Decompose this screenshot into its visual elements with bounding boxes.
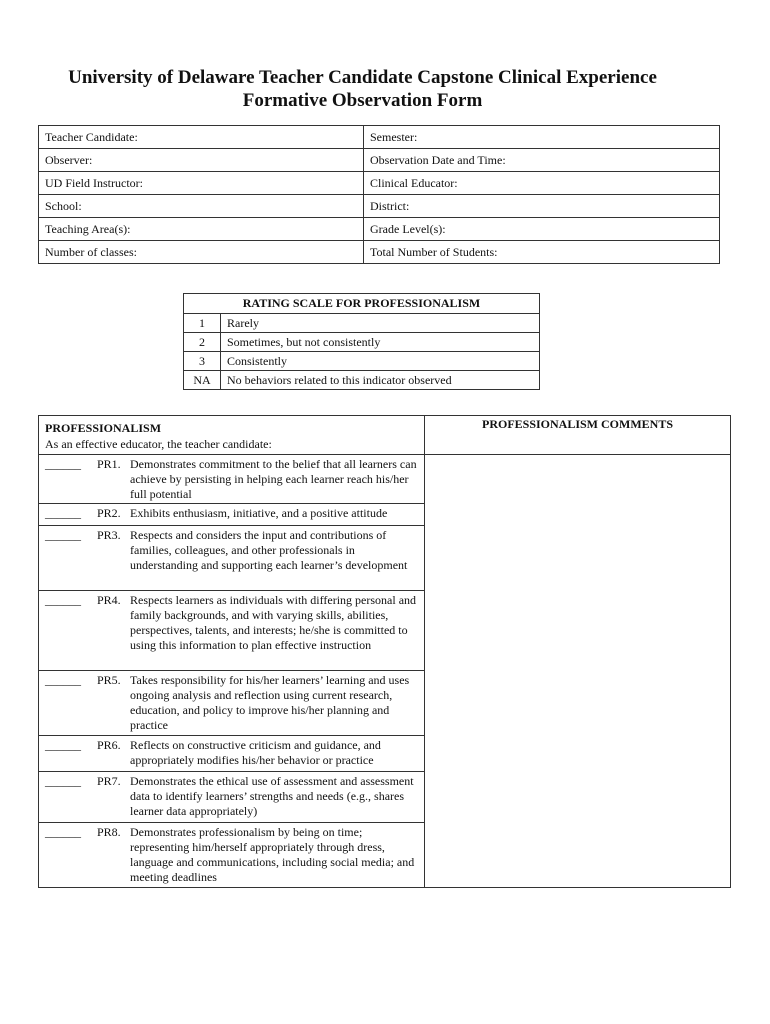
- info-row: [39, 195, 720, 218]
- rating-blank[interactable]: ______: [45, 528, 81, 542]
- rating-value: 3: [184, 352, 221, 371]
- indicator-code: PR5.: [97, 673, 121, 687]
- rating-scale-title: RATING SCALE FOR PROFESSIONALISM: [184, 294, 540, 314]
- rating-label: No behaviors related to this indicator observed: [221, 371, 540, 390]
- title-line-1: University of Delaware Teacher Candidate Capstone Clinical Experience: [68, 67, 657, 88]
- indicator-item-pr4: [39, 591, 425, 671]
- indicator-text: Takes responsibility for his/her learners’ learning and uses ongoing analysis and reflection using current research, education, and policy to improve his/her planning and practice: [130, 673, 410, 732]
- info-row: [39, 218, 720, 241]
- rating-blank[interactable]: ______: [45, 457, 81, 471]
- info-field-grade-level[interactable]: Grade Level(s):: [364, 218, 720, 241]
- title-line-2: Formative Observation Form: [242, 90, 483, 111]
- rating-blank[interactable]: ______: [45, 774, 81, 788]
- professionalism-intro: As an effective educator, the teacher candidate:: [45, 437, 272, 451]
- indicator-code: PR7.: [97, 774, 121, 788]
- candidate-info-table: [38, 125, 720, 264]
- indicator-text: Reflects on constructive criticism and guidance, and appropriately modifies his/her behavior or practice: [130, 738, 381, 767]
- rating-label: Rarely: [221, 314, 540, 333]
- rating-blank[interactable]: ______: [45, 593, 81, 607]
- indicator-code: PR3.: [97, 528, 121, 542]
- info-row: [39, 126, 720, 149]
- info-row: [39, 172, 720, 195]
- comments-area[interactable]: [425, 455, 731, 888]
- professionalism-header: [39, 416, 425, 455]
- indicator-text: Respects learners as individuals with differing personal and family backgrounds, and with varying skills, abilities, perspectives, talents, and interests; he/she is committed to using this information to plan effective instruction: [130, 593, 417, 652]
- info-field-district[interactable]: District:: [364, 195, 720, 218]
- indicator-text: Respects and considers the input and contributions of families, colleagues, and other professionals in understanding and supporting each learner’s development: [130, 528, 408, 572]
- rating-row: [184, 352, 540, 371]
- info-field-teaching-area[interactable]: Teaching Area(s):: [39, 218, 364, 241]
- rating-blank[interactable]: ______: [45, 506, 81, 520]
- rating-value: 2: [184, 333, 221, 352]
- rating-label: Sometimes, but not consistently: [221, 333, 540, 352]
- rating-label: Consistently: [221, 352, 540, 371]
- indicator-item-pr6: [39, 736, 425, 772]
- rating-scale-table: [183, 293, 540, 390]
- info-field-field-instructor[interactable]: UD Field Instructor:: [39, 172, 364, 195]
- info-field-school[interactable]: School:: [39, 195, 364, 218]
- indicator-text: Demonstrates professionalism by being on time; representing him/herself appropriately through dress, language and communications, including social media; and meeting deadlines: [130, 825, 415, 884]
- page-title: [0, 66, 725, 112]
- info-row: [39, 149, 720, 172]
- rating-row: [184, 314, 540, 333]
- info-field-teacher-candidate[interactable]: Teacher Candidate:: [39, 126, 364, 149]
- info-field-semester[interactable]: Semester:: [364, 126, 720, 149]
- indicator-item-pr5: [39, 671, 425, 736]
- indicator-text: Exhibits enthusiasm, initiative, and a positive attitude: [130, 506, 388, 520]
- info-field-observation-date[interactable]: Observation Date and Time:: [364, 149, 720, 172]
- indicator-item-pr8: [39, 823, 425, 888]
- rating-blank[interactable]: ______: [45, 825, 81, 839]
- info-field-clinical-educator[interactable]: Clinical Educator:: [364, 172, 720, 195]
- indicator-code: PR6.: [97, 738, 121, 752]
- indicator-item-pr2: [39, 504, 425, 526]
- indicator-code: PR1.: [97, 457, 121, 471]
- info-row: [39, 241, 720, 264]
- indicator-code: PR4.: [97, 593, 121, 607]
- rating-blank[interactable]: ______: [45, 738, 81, 752]
- rating-value: 1: [184, 314, 221, 333]
- professionalism-table: [38, 415, 731, 888]
- indicator-code: PR8.: [97, 825, 121, 839]
- indicator-text: Demonstrates the ethical use of assessment and assessment data to identify learners’ strengths and needs (e.g., shares learner data appropriately): [130, 774, 414, 818]
- indicator-text: Demonstrates commitment to the belief that all learners can achieve by persisting in helping each learner reach his/her full potential: [130, 457, 417, 501]
- info-field-observer[interactable]: Observer:: [39, 149, 364, 172]
- rating-blank[interactable]: ______: [45, 673, 81, 687]
- professionalism-heading: PROFESSIONALISM: [45, 421, 162, 435]
- indicator-item-pr7: [39, 772, 425, 823]
- info-field-total-students[interactable]: Total Number of Students:: [364, 241, 720, 264]
- indicator-code: PR2.: [97, 506, 121, 520]
- rating-row: [184, 333, 540, 352]
- info-field-number-of-classes[interactable]: Number of classes:: [39, 241, 364, 264]
- indicator-item-pr1: [39, 455, 425, 504]
- comments-heading: PROFESSIONALISM COMMENTS: [425, 416, 731, 455]
- rating-value: NA: [184, 371, 221, 390]
- rating-row: [184, 371, 540, 390]
- indicator-item-pr3: [39, 526, 425, 591]
